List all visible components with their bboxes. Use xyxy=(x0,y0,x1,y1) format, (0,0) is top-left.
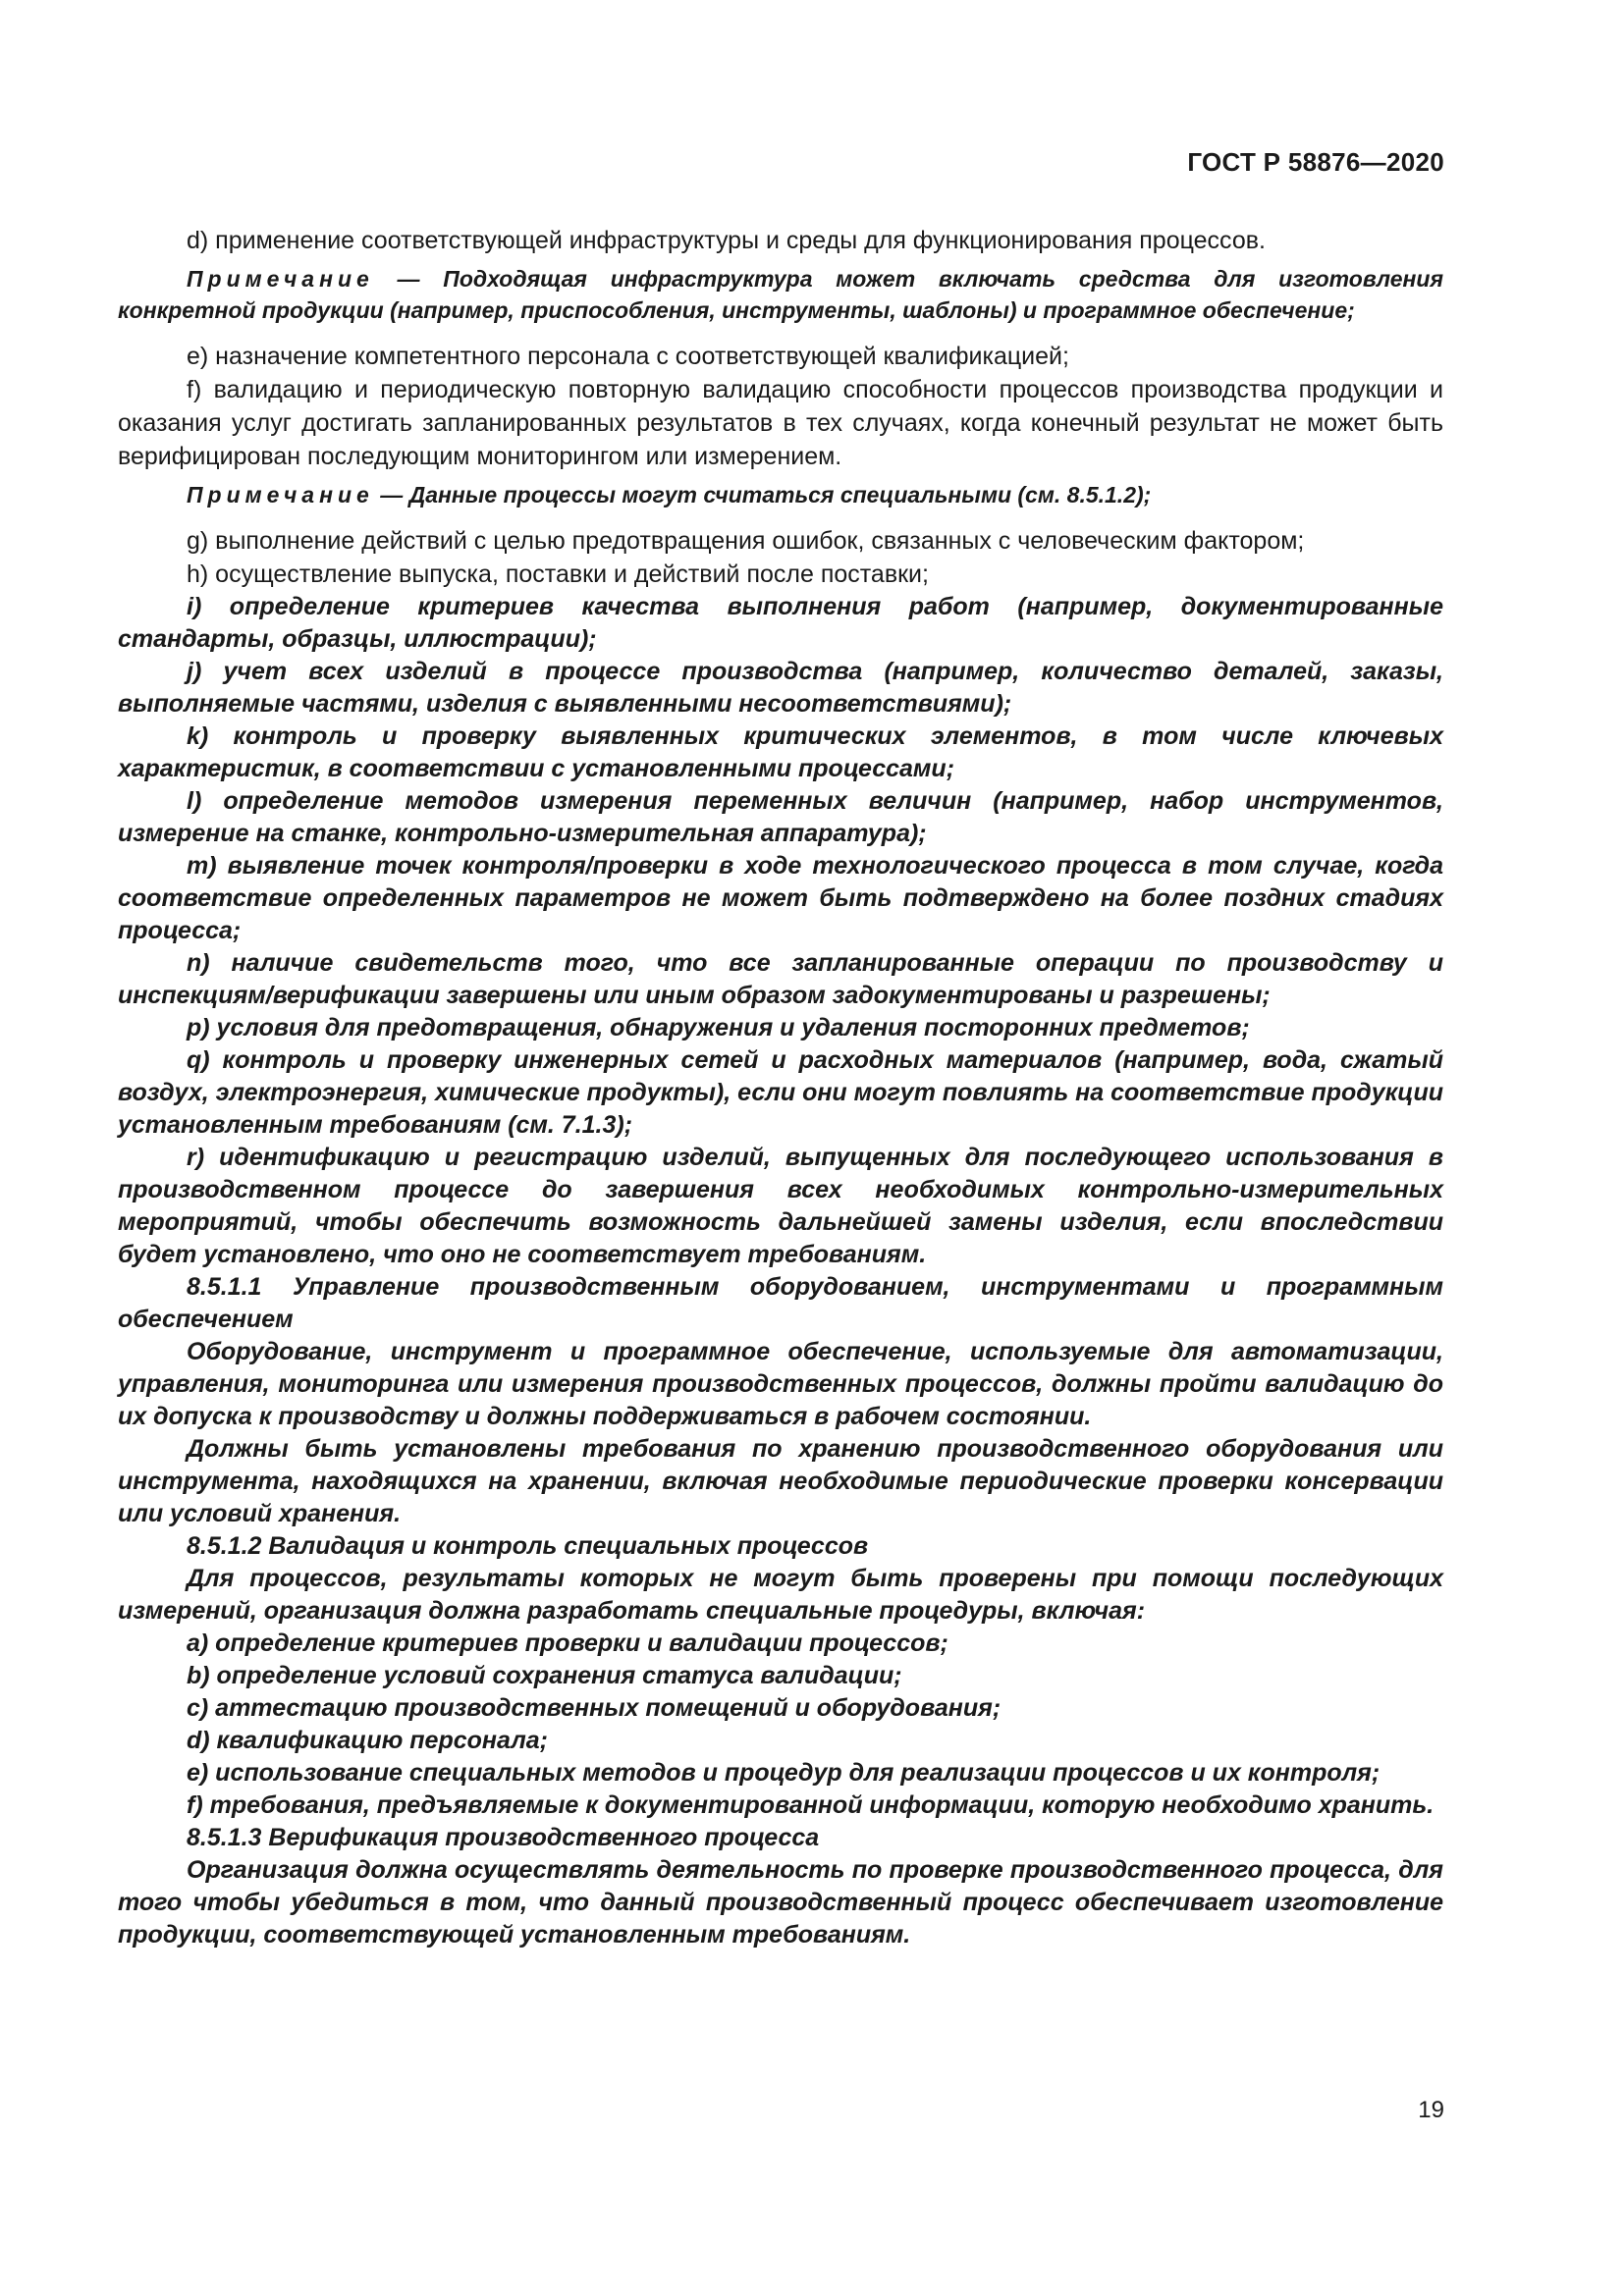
list-item-e: e) назначение компетентного персонала с соответствующей квалификацией; xyxy=(187,343,1069,370)
section-8-5-1-2-item-b: b) определение условий сохранения статуса валидации; xyxy=(187,1662,902,1689)
note-2-text: — Данные процессы могут считаться специальными (см. 8.5.1.2); xyxy=(373,482,1152,507)
section-8-5-1-1-para-2: Должны быть установлены требования по хранению производственного оборудования или инструмента, находящихся на хранении, включая необходимые периодические проверки консервации или условий хранения. xyxy=(118,1435,1443,1527)
list-item-q: q) контроль и проверку инженерных сетей и расходных материалов (например, вода, сжатый воздух, электроэнергия, химические продукты), если они могут повлиять на соответствие продукции установленным требованиям (см. 7.1.3); xyxy=(118,1046,1443,1139)
section-heading-8-5-1-2: 8.5.1.2 Валидация и контроль специальных процессов xyxy=(187,1532,869,1560)
list-item-f: f) валидацию и периодическую повторную валидацию способности процессов производства продукции и оказания услуг достигать запланированных результатов в тех случаях, когда конечный результат не может быть верифицирован последующим мониторингом или измерением. xyxy=(118,376,1443,470)
list-item-r: r) идентификацию и регистрацию изделий, выпущенных для последующего использования в производственном процессе до завершения всех необходимых контрольно-измерительных мероприятий, чтобы обеспечить возможность дальнейшей замены изделия, если впоследствии будет установлено, что оно не соответствует требованиям. xyxy=(118,1144,1443,1268)
section-8-5-1-2-item-a: a) определение критериев проверки и валидации процессов; xyxy=(187,1629,948,1657)
note-2 xyxy=(118,479,1443,510)
standard-code-header: ГОСТ Р 58876—2020 xyxy=(1187,147,1444,177)
document-body xyxy=(118,224,1443,1951)
list-item-i: i) определение критериев качества выполнения работ (например, документированные стандарты, образцы, иллюстрации); xyxy=(118,593,1443,653)
section-8-5-1-1-para-1: Оборудование, инструмент и программное обеспечение, используемые для автоматизации, управления, мониторинга или измерения производственных процессов, должны пройти валидацию до их допуска к производству и должны поддерживаться в рабочем состоянии. xyxy=(118,1338,1443,1430)
section-8-5-1-2-item-c: c) аттестацию производственных помещений и оборудования; xyxy=(187,1694,1001,1722)
list-item-n: n) наличие свидетельств того, что все запланированные операции по производству и инспекциям/верификации завершены или иным образом задокументированы и разрешены; xyxy=(118,949,1443,1009)
section-8-5-1-2-item-d: d) квалификацию персонала; xyxy=(187,1727,548,1754)
list-item-p: p) условия для предотвращения, обнаружения и удаления посторонних предметов; xyxy=(187,1014,1250,1041)
section-heading-8-5-1-1: 8.5.1.1 Управление производственным оборудованием, инструментами и программным обеспечением xyxy=(118,1273,1443,1333)
section-8-5-1-3-para: Организация должна осуществлять деятельность по проверке производственного процесса, для того чтобы убедиться в том, что данный производственный процесс обеспечивает изготовление продукции, соответствующей установленным требованиям. xyxy=(118,1856,1443,1949)
note-1-text: — Подходящая инфраструктура может включать средства для изготовления конкретной продукции (например, приспособления, инструменты, шаблоны) и программное обеспечение; xyxy=(118,266,1443,323)
list-item-d: d) применение соответствующей инфраструктуры и среды для функционирования процессов. xyxy=(187,227,1266,254)
list-item-h: h) осуществление выпуска, поставки и действий после поставки; xyxy=(187,561,929,588)
section-heading-8-5-1-3: 8.5.1.3 Верификация производственного процесса xyxy=(187,1824,820,1851)
note-1-label: Примечание xyxy=(187,266,374,292)
list-item-k: k) контроль и проверку выявленных критических элементов, в том числе ключевых характеристик, в соответствии с установленными процессами; xyxy=(118,722,1443,782)
note-2-label: Примечание xyxy=(187,482,374,507)
section-8-5-1-2-item-e: e) использование специальных методов и процедур для реализации процессов и их контроля; xyxy=(187,1759,1380,1787)
note-1 xyxy=(118,263,1443,326)
list-item-j: j) учет всех изделий в процессе производства (например, количество деталей, заказы, выполняемые частями, изделия с выявленными несоответствиями); xyxy=(118,658,1443,718)
list-item-m: m) выявление точек контроля/проверки в ходе технологического процесса в том случае, когда соответствие определенных параметров не может быть подтверждено на более поздних стадиях процесса; xyxy=(118,852,1443,944)
section-8-5-1-2-para: Для процессов, результаты которых не могут быть проверены при помощи последующих измерений, организация должна разработать специальные процедуры, включая: xyxy=(118,1565,1443,1625)
list-item-l: l) определение методов измерения переменных величин (например, набор инструментов, измерение на станке, контрольно-измерительная аппаратура); xyxy=(118,787,1443,847)
section-8-5-1-2-item-f: f) требования, предъявляемые к документированной информации, которую необходимо хранить. xyxy=(187,1791,1435,1819)
page-number: 19 xyxy=(1418,2097,1444,2123)
list-item-g: g) выполнение действий с целью предотвращения ошибок, связанных с человеческим фактором; xyxy=(187,527,1305,555)
